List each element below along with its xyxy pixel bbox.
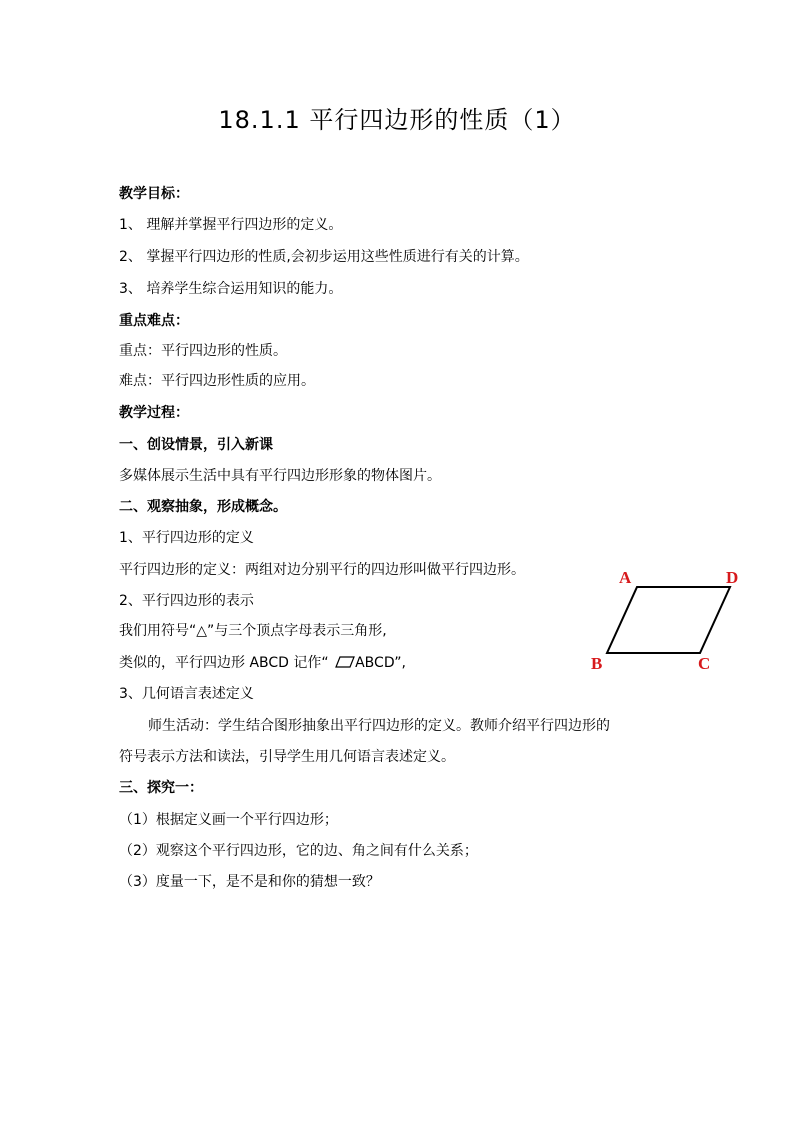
geometry-language-subheading: 3、几何语言表述定义 [119,686,254,702]
section3-heading: 三、探究一： [119,780,203,796]
notation-text-2 [119,653,406,673]
notation-text-before: 类似的，平行四边形 ABCD 记作“ [119,655,334,671]
section1-heading: 一、创设情景，引入新课 [119,437,273,453]
explore-item: （3）度量一下，是不是和你的猜想一致？ [119,874,380,890]
explore-item: （2）观察这个平行四边形，它的边、角之间有什么关系； [119,843,478,859]
definition-text: 平行四边形的定义：两组对边分别平行的四边形叫做平行四边形。 [119,562,525,578]
objectives-heading: 教学目标： [119,186,189,202]
key-points-heading: 重点难点： [119,313,189,329]
process-heading: 教学过程： [119,405,189,421]
notation-text-after: ABCD”, [355,655,406,671]
section2-heading: 二、观察抽象，形成概念。 [119,499,287,515]
notation-text-1: 我们用符号“△”与三个顶点字母表示三角形, [119,623,387,639]
vertex-label-d: D [726,568,739,587]
key-point-text: 重点：平行四边形的性质。 [119,343,287,359]
objective-item: 1、 理解并掌握平行四边形的定义。 [119,217,343,233]
vertex-label-c: C [698,654,711,673]
explore-item: （1）根据定义画一个平行四边形； [119,812,338,828]
objective-item: 3、 培养学生综合运用知识的能力。 [119,281,343,297]
parallelogram-figure [585,565,745,675]
vertex-label-b: B [591,654,603,673]
parallelogram-symbol-icon [335,656,355,668]
section1-text: 多媒体展示生活中具有平行四边形形象的物体图片。 [119,468,441,484]
objective-item: 2、 掌握平行四边形的性质,会初步运用这些性质进行有关的计算。 [119,249,529,265]
definition-subheading: 1、平行四边形的定义 [119,530,254,546]
notation-subheading: 2、平行四边形的表示 [119,593,254,609]
difficult-point-text: 难点：平行四边形性质的应用。 [119,373,315,389]
activity-text-2: 符号表示方法和读法，引导学生用几何语言表述定义。 [119,749,455,765]
activity-text-1: 师生活动：学生结合图形抽象出平行四边形的定义。教师介绍平行四边形的 [148,718,610,734]
page-title: 18.1.1 平行四边形的性质（1） [218,106,576,134]
parallelogram-shape [607,587,730,653]
vertex-label-a: A [619,568,632,587]
